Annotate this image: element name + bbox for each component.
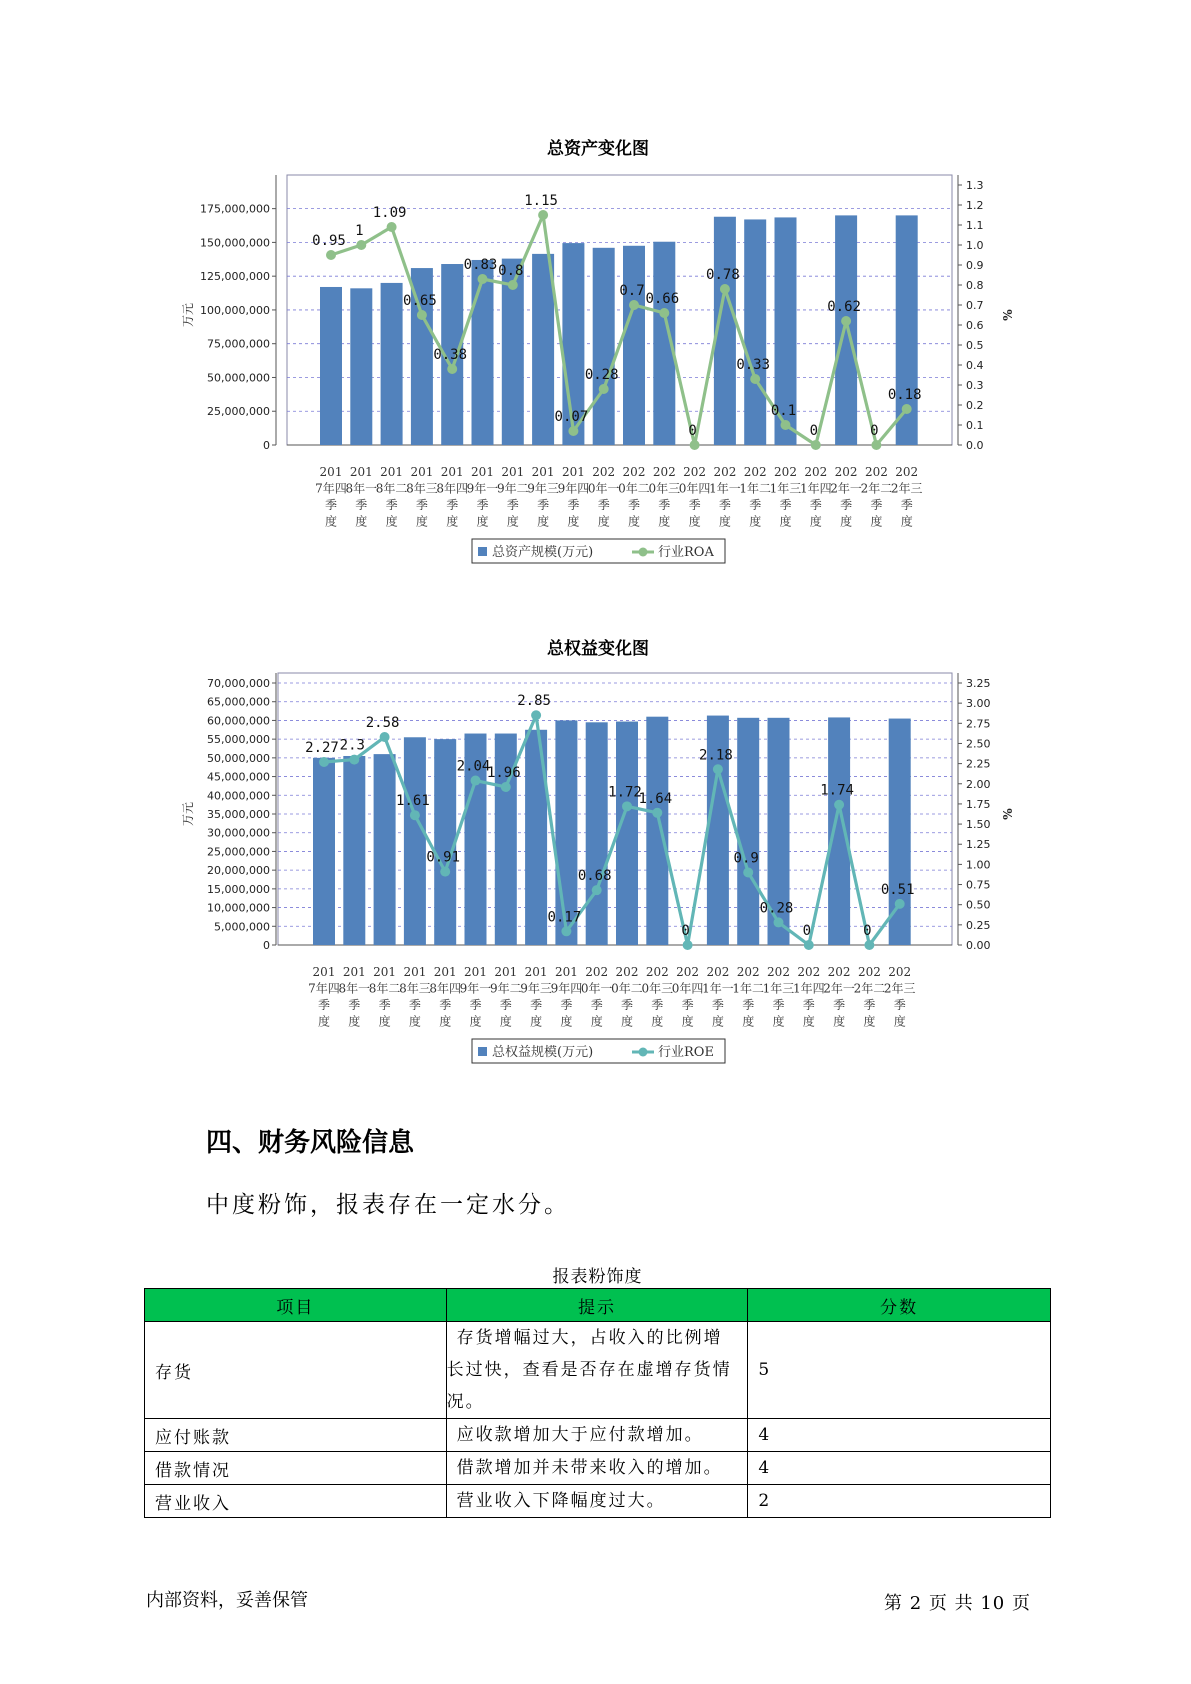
data-point bbox=[440, 867, 450, 877]
data-point bbox=[811, 440, 821, 450]
data-point bbox=[380, 732, 390, 742]
x-tick-label: 202 1年二季度 bbox=[732, 965, 765, 1029]
y2-tick-label: 2.75 bbox=[966, 717, 991, 731]
data-label: 0.83 bbox=[463, 257, 498, 273]
x-tick-label: 201 9年三季度 bbox=[520, 965, 552, 1029]
x-tick-label: 201 8年四季度 bbox=[429, 965, 462, 1029]
data-label: 0.91 bbox=[426, 849, 461, 866]
data-label: 0.07 bbox=[554, 409, 589, 425]
data-point bbox=[683, 940, 693, 950]
y2-tick-label: 1.0 bbox=[966, 239, 984, 252]
data-label: 1.72 bbox=[608, 784, 642, 801]
y2-tick-label: 0.75 bbox=[966, 878, 991, 892]
data-label: 1.61 bbox=[396, 793, 430, 810]
row-item: 应付账款 bbox=[145, 1419, 447, 1452]
data-label: 0.7 bbox=[619, 283, 645, 299]
section-summary: 中度粉饰，报表存在一定水分。 bbox=[206, 1192, 570, 1218]
bar bbox=[593, 248, 615, 445]
x-tick-label: 202 2年三季度 bbox=[890, 465, 923, 529]
row-hint-line: 长过快，查看是否存在虚增存货情 bbox=[446, 1360, 732, 1380]
data-label: 2.85 bbox=[517, 693, 551, 710]
row-score: 4 bbox=[748, 1419, 1051, 1452]
total-assets-chart bbox=[0, 130, 1191, 590]
data-point bbox=[720, 284, 730, 294]
data-label: 0.66 bbox=[645, 291, 680, 307]
data-point bbox=[417, 310, 427, 320]
table-row bbox=[145, 1485, 1051, 1518]
data-label: 0.95 bbox=[312, 233, 346, 249]
data-label: 2.18 bbox=[699, 747, 733, 764]
y-tick-label: 10,000,000 bbox=[207, 901, 270, 915]
row-score: 4 bbox=[748, 1452, 1051, 1485]
data-point bbox=[713, 764, 723, 774]
data-label: 0.28 bbox=[584, 367, 619, 383]
data-point bbox=[864, 940, 874, 950]
data-point bbox=[804, 940, 814, 950]
y-tick-label: 150,000,000 bbox=[200, 236, 270, 250]
data-point bbox=[599, 384, 609, 394]
header-item: 项目 bbox=[145, 1289, 447, 1322]
x-tick-label: 201 8年二季度 bbox=[368, 965, 401, 1029]
x-tick-label: 201 7年四季度 bbox=[315, 465, 347, 529]
y2-tick-label: 1.50 bbox=[966, 818, 991, 832]
x-tick-label: 201 8年一季度 bbox=[338, 965, 371, 1029]
table-row bbox=[145, 1452, 1051, 1485]
data-label: 0.51 bbox=[880, 881, 915, 898]
bar bbox=[472, 260, 494, 445]
data-label: 1.15 bbox=[524, 193, 558, 209]
x-tick-label: 202 2年一季度 bbox=[823, 965, 855, 1029]
data-point bbox=[319, 757, 329, 767]
data-label: 0.38 bbox=[433, 347, 468, 363]
y-tick-label: 175,000,000 bbox=[200, 202, 270, 216]
bar bbox=[616, 722, 638, 945]
data-label: 0.8 bbox=[498, 263, 524, 279]
bar bbox=[828, 717, 850, 945]
y2-tick-label: 0.3 bbox=[966, 379, 984, 392]
x-tick-label: 202 0年二季度 bbox=[618, 465, 650, 529]
data-label: 1.96 bbox=[486, 764, 521, 781]
y-tick-label: 60,000,000 bbox=[207, 714, 270, 728]
y2-tick-label: 3.25 bbox=[966, 677, 991, 690]
data-point bbox=[478, 274, 488, 284]
data-point bbox=[841, 316, 851, 326]
data-point bbox=[750, 374, 760, 384]
data-point bbox=[471, 776, 481, 786]
data-label: 0.62 bbox=[827, 299, 861, 315]
row-hint: 应收款增加大于应付款增加。 bbox=[446, 1419, 748, 1452]
data-point bbox=[356, 240, 366, 250]
data-point bbox=[659, 308, 669, 318]
y2-tick-label: 0.9 bbox=[966, 259, 984, 272]
y2-tick-label: 0.50 bbox=[966, 898, 991, 912]
x-tick-label: 202 1年二季度 bbox=[739, 465, 772, 529]
row-item: 借款情况 bbox=[145, 1452, 447, 1485]
row-item: 营业收入 bbox=[145, 1485, 447, 1518]
y-tick-label: 30,000,000 bbox=[207, 826, 270, 840]
chart-title: 总资产变化图 bbox=[547, 139, 649, 159]
data-label: 2.3 bbox=[339, 737, 365, 754]
y2-axis-label: % bbox=[1001, 808, 1015, 820]
x-tick-label: 201 8年四季度 bbox=[436, 465, 469, 529]
bar bbox=[646, 717, 668, 945]
data-label: 0.28 bbox=[759, 900, 794, 917]
x-tick-label: 202 0年四季度 bbox=[678, 465, 711, 529]
table-row bbox=[145, 1322, 1051, 1419]
y2-tick-label: 2.50 bbox=[966, 737, 991, 751]
y-tick-label: 75,000,000 bbox=[207, 337, 270, 351]
legend bbox=[472, 539, 725, 563]
data-point bbox=[902, 404, 912, 414]
data-label: 0 bbox=[863, 923, 872, 939]
data-label: 0 bbox=[681, 923, 690, 939]
data-point bbox=[538, 210, 548, 220]
x-tick-label: 201 9年一季度 bbox=[459, 965, 492, 1029]
row-hint: 借款增加并未带来收入的增加。 bbox=[446, 1452, 748, 1485]
y2-tick-label: 2.25 bbox=[966, 757, 991, 771]
x-tick-label: 201 8年一季度 bbox=[345, 465, 378, 529]
x-tick-label: 202 0年四季度 bbox=[671, 965, 704, 1029]
data-label: 0.17 bbox=[547, 909, 582, 926]
data-label: 0.65 bbox=[403, 293, 437, 309]
row-item: 存货 bbox=[145, 1322, 447, 1419]
y-tick-label: 0 bbox=[263, 439, 270, 452]
row-hint-line: 况。 bbox=[446, 1392, 485, 1412]
y-axis-label: 万元 bbox=[181, 302, 195, 328]
chart-title: 总权益变化图 bbox=[547, 639, 649, 659]
data-point bbox=[387, 222, 397, 232]
legend bbox=[472, 1039, 725, 1063]
x-tick-label: 202 0年一季度 bbox=[587, 465, 620, 529]
x-tick-label: 201 8年二季度 bbox=[375, 465, 408, 529]
x-tick-label: 202 2年一季度 bbox=[830, 465, 862, 529]
data-point bbox=[622, 801, 632, 811]
bar bbox=[350, 288, 372, 445]
section-heading: 四、财务风险信息 bbox=[206, 1128, 415, 1158]
data-label: 0.9 bbox=[733, 850, 759, 867]
x-tick-label: 202 0年三季度 bbox=[641, 965, 674, 1029]
x-tick-label: 201 7年四季度 bbox=[308, 965, 340, 1029]
y-tick-label: 0 bbox=[263, 939, 270, 952]
data-label: 1.74 bbox=[820, 782, 854, 799]
x-tick-label: 202 0年三季度 bbox=[648, 465, 681, 529]
data-point bbox=[349, 755, 359, 765]
data-label: 2.27 bbox=[305, 740, 339, 757]
x-tick-label: 202 2年二季度 bbox=[853, 965, 886, 1029]
header-score: 分数 bbox=[748, 1289, 1051, 1322]
y2-tick-label: 0.5 bbox=[966, 339, 984, 352]
chart-svg bbox=[0, 630, 1191, 1090]
bar bbox=[623, 246, 645, 445]
x-tick-label: 201 9年一季度 bbox=[466, 465, 499, 529]
y2-tick-label: 0.2 bbox=[966, 399, 984, 412]
y-tick-label: 35,000,000 bbox=[207, 808, 270, 821]
data-point bbox=[652, 808, 662, 818]
legend-label: 总权益规模(万元) bbox=[492, 1045, 594, 1060]
data-label: 1.64 bbox=[638, 790, 673, 807]
legend-swatch-bar bbox=[478, 547, 487, 556]
x-tick-label: 201 9年二季度 bbox=[489, 965, 522, 1029]
data-point bbox=[447, 364, 457, 374]
data-label: 0.78 bbox=[706, 267, 740, 283]
bar bbox=[889, 719, 911, 945]
data-label: 1 bbox=[355, 223, 364, 239]
bar bbox=[744, 219, 766, 445]
data-point bbox=[774, 917, 784, 927]
y-tick-label: 20,000,000 bbox=[207, 864, 270, 878]
x-tick-label: 202 1年四季度 bbox=[799, 465, 832, 529]
data-point bbox=[834, 800, 844, 810]
data-label: 0.33 bbox=[736, 357, 771, 373]
data-point bbox=[690, 440, 700, 450]
y2-tick-label: 0.00 bbox=[966, 939, 991, 952]
legend-swatch-marker bbox=[639, 548, 648, 557]
data-label: 0 bbox=[688, 423, 697, 439]
data-label: 0 bbox=[809, 423, 819, 439]
y-tick-label: 50,000,000 bbox=[207, 751, 270, 765]
data-label: 0.18 bbox=[887, 387, 922, 403]
y-tick-label: 125,000,000 bbox=[200, 270, 270, 284]
table-caption: 报表粉饰度 bbox=[552, 1267, 643, 1287]
table-header-row bbox=[145, 1289, 1051, 1322]
data-point bbox=[568, 426, 578, 436]
legend-label: 行业ROA bbox=[658, 545, 714, 560]
y-tick-label: 5,000,000 bbox=[214, 920, 270, 934]
data-label: 0 bbox=[802, 923, 812, 939]
y2-tick-label: 2.00 bbox=[966, 777, 991, 791]
y-tick-label: 65,000,000 bbox=[207, 695, 270, 709]
bar bbox=[320, 287, 342, 445]
x-tick-label: 202 1年三季度 bbox=[762, 965, 795, 1029]
data-point bbox=[871, 440, 881, 450]
bar bbox=[586, 722, 608, 945]
bar bbox=[434, 739, 456, 945]
bar bbox=[404, 737, 426, 945]
y-tick-label: 50,000,000 bbox=[207, 371, 270, 385]
data-point bbox=[561, 926, 571, 936]
x-tick-label: 201 8年三季度 bbox=[406, 465, 438, 529]
legend-label: 行业ROE bbox=[658, 1045, 714, 1060]
data-label: 2.58 bbox=[365, 715, 400, 732]
y-tick-label: 55,000,000 bbox=[207, 733, 270, 747]
data-label: 0 bbox=[870, 423, 879, 439]
footer-page-number: 第 2 页 共 10 页 bbox=[884, 1593, 1031, 1614]
y2-tick-label: 1.75 bbox=[966, 797, 991, 811]
data-point bbox=[508, 280, 518, 290]
bar bbox=[835, 215, 857, 445]
x-tick-label: 202 1年一季度 bbox=[702, 965, 734, 1029]
data-point bbox=[743, 867, 753, 877]
legend-swatch-marker bbox=[639, 1048, 648, 1057]
table-row bbox=[145, 1419, 1051, 1452]
y2-tick-label: 1.1 bbox=[966, 219, 984, 232]
bar bbox=[343, 756, 365, 945]
x-tick-label: 201 9年四季度 bbox=[557, 465, 590, 529]
y2-tick-label: 0.4 bbox=[966, 359, 984, 372]
y2-tick-label: 1.25 bbox=[966, 838, 991, 852]
bar bbox=[737, 718, 759, 945]
data-point bbox=[895, 899, 905, 909]
y-axis-label: 万元 bbox=[181, 801, 195, 827]
x-tick-label: 202 1年四季度 bbox=[792, 965, 825, 1029]
row-score: 5 bbox=[748, 1322, 1051, 1419]
x-tick-label: 202 0年一季度 bbox=[580, 965, 613, 1029]
y2-tick-label: 1.00 bbox=[966, 858, 991, 872]
y-tick-label: 25,000,000 bbox=[207, 845, 270, 859]
y2-tick-label: 0.1 bbox=[966, 419, 984, 432]
total-equity-chart bbox=[0, 630, 1191, 1090]
y2-tick-label: 0.25 bbox=[966, 918, 991, 932]
x-tick-label: 201 9年三季度 bbox=[527, 465, 559, 529]
y-tick-label: 45,000,000 bbox=[207, 770, 270, 784]
data-point bbox=[410, 810, 420, 820]
y2-tick-label: 3.00 bbox=[966, 697, 991, 711]
data-label: 2.04 bbox=[456, 758, 491, 775]
row-hint-line: 存货增幅过大，占收入的比例增 bbox=[456, 1328, 723, 1348]
y-tick-label: 15,000,000 bbox=[207, 882, 270, 896]
x-tick-label: 202 1年一季度 bbox=[709, 465, 741, 529]
y2-tick-label: 0.8 bbox=[966, 279, 984, 292]
data-point bbox=[592, 885, 602, 895]
data-point bbox=[629, 300, 639, 310]
y2-tick-label: 0.0 bbox=[966, 439, 984, 452]
row-score: 2 bbox=[748, 1485, 1051, 1518]
data-point bbox=[781, 420, 791, 430]
y2-axis-label: % bbox=[1001, 309, 1015, 321]
x-tick-label: 202 1年三季度 bbox=[769, 465, 802, 529]
footer-confidential: 内部资料，妥善保管 bbox=[146, 1590, 308, 1611]
bar bbox=[313, 758, 335, 945]
y2-tick-label: 0.7 bbox=[966, 299, 984, 312]
y2-tick-label: 1.2 bbox=[966, 199, 984, 212]
y-tick-label: 25,000,000 bbox=[207, 405, 270, 419]
data-point bbox=[326, 250, 336, 260]
x-tick-label: 201 9年四季度 bbox=[550, 965, 583, 1029]
y2-tick-label: 0.6 bbox=[966, 319, 984, 332]
y-tick-label: 100,000,000 bbox=[200, 303, 270, 317]
row-hint bbox=[446, 1322, 748, 1419]
bar bbox=[532, 254, 554, 445]
x-tick-label: 202 2年三季度 bbox=[883, 965, 916, 1029]
data-label: 1.09 bbox=[372, 205, 407, 221]
x-tick-label: 202 2年二季度 bbox=[860, 465, 893, 529]
legend-swatch-bar bbox=[478, 1047, 487, 1056]
risk-table bbox=[144, 1288, 1051, 1518]
data-label: 0.68 bbox=[577, 868, 612, 885]
row-hint: 营业收入下降幅度过大。 bbox=[446, 1485, 748, 1518]
y-tick-label: 40,000,000 bbox=[207, 789, 270, 803]
chart-svg bbox=[0, 130, 1191, 590]
x-tick-label: 201 8年三季度 bbox=[399, 965, 431, 1029]
header-hint: 提示 bbox=[446, 1289, 748, 1322]
data-point bbox=[531, 710, 541, 720]
bar bbox=[381, 283, 403, 445]
legend-label: 总资产规模(万元) bbox=[492, 545, 594, 560]
x-tick-label: 201 9年二季度 bbox=[496, 465, 529, 529]
y-tick-label: 70,000,000 bbox=[207, 677, 270, 690]
x-tick-label: 202 0年二季度 bbox=[611, 965, 643, 1029]
y2-tick-label: 1.3 bbox=[966, 179, 984, 192]
data-label: 0.1 bbox=[770, 403, 797, 419]
bar bbox=[374, 754, 396, 945]
data-point bbox=[501, 782, 511, 792]
